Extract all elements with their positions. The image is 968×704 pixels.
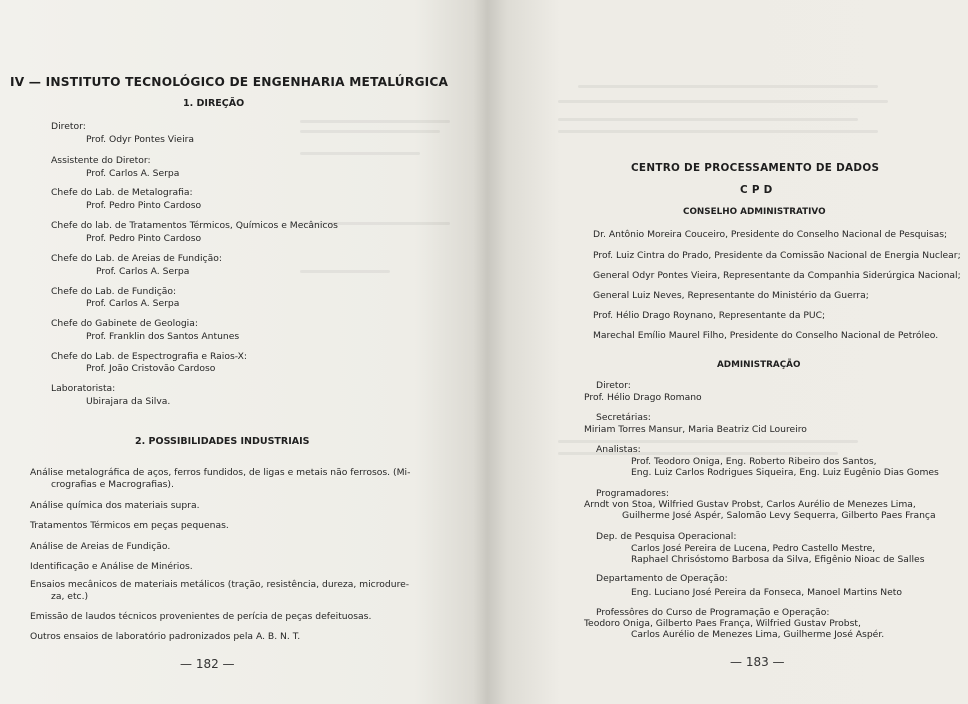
staff-role: Diretor:	[51, 121, 86, 132]
research-names: Raphael Chrisóstomo Barbosa da Silva, Efigênio Nioac de Salles	[631, 554, 925, 565]
council-member: General Luiz Neves, Representante do Ministério da Guerra;	[593, 290, 869, 301]
staff-name: Prof. Pedro Pinto Cardoso	[86, 233, 202, 244]
staff-name: Prof. Franklin dos Santos Antunes	[86, 331, 240, 342]
director-name: Prof. Hélio Drago Romano	[584, 392, 702, 403]
council-member: Prof. Luiz Cintra do Prado, Presidente da Comissão Nacional de Energia Nuclear;	[593, 250, 961, 261]
staff-name: Prof. João Cristovão Cardoso	[86, 363, 216, 374]
service-item: Análise química dos materiais supra.	[30, 500, 200, 511]
staff-role: Chefe do Gabinete de Geologia:	[51, 318, 198, 329]
programmers-label: Programadores:	[596, 488, 669, 499]
page-number: — 182 —	[180, 657, 235, 671]
service-item: Identificação e Análise de Minérios.	[30, 561, 193, 572]
service-item: Análise metalográfica de aços, ferros fundidos, de ligas e metais não ferrosos. (Mi-	[30, 467, 411, 478]
analysts-names: Prof. Teodoro Oniga, Eng. Roberto Ribeiro dos Santos,	[631, 456, 877, 467]
chapter-title: IV — INSTITUTO TECNOLÓGICO DE ENGENHARIA METALÚRGICA	[10, 75, 449, 89]
staff-role: Chefe do Lab. de Fundição:	[51, 286, 177, 297]
section-direcao-title: 1. DIREÇÃO	[183, 98, 245, 109]
staff-name: Prof. Carlos A. Serpa	[86, 168, 180, 179]
research-label: Dep. de Pesquisa Operacional:	[596, 531, 737, 542]
council-member: Dr. Antônio Moreira Couceiro, Presidente do Conselho Nacional de Pesquisas;	[593, 229, 948, 240]
staff-name: Prof. Carlos A. Serpa	[96, 266, 190, 277]
admin-title: ADMINISTRAÇÃO	[717, 360, 801, 370]
right-page	[488, 0, 968, 704]
staff-role: Chefe do Lab. de Espectrografia e Raios-X:	[51, 351, 247, 362]
operations-names: Eng. Luciano José Pereira da Fonseca, Manoel Martins Neto	[631, 587, 902, 598]
service-item: Análise de Areias de Fundição.	[30, 541, 171, 552]
teachers-names: Teodoro Oniga, Gilberto Paes França, Wilfried Gustav Probst,	[584, 618, 861, 629]
director-label: Diretor:	[596, 380, 631, 391]
staff-name: Ubirajara da Silva.	[86, 396, 171, 407]
programmers-names: Arndt von Stoa, Wilfried Gustav Probst, Carlos Aurélio de Menezes Lima,	[584, 499, 916, 510]
analysts-label: Analistas:	[596, 444, 641, 455]
staff-role: Chefe do Lab. de Areias de Fundição:	[51, 253, 222, 264]
secretaries-names: Miriam Torres Mansur, Maria Beatriz Cid Loureiro	[584, 424, 807, 435]
service-item-continued: crografias e Macrografias).	[51, 479, 174, 490]
teachers-names: Carlos Aurélio de Menezes Lima, Guilherme José Aspér.	[631, 629, 885, 640]
service-item: Emissão de laudos técnicos provenientes de perícia de peças defeituosas.	[30, 611, 372, 622]
analysts-names: Eng. Luiz Carlos Rodrigues Siqueira, Eng. Luiz Eugênio Dias Gomes	[631, 467, 939, 478]
staff-role: Chefe do lab. de Tratamentos Térmicos, Químicos e Mecânicos	[51, 220, 338, 231]
service-item: Tratamentos Térmicos em peças pequenas.	[30, 520, 229, 531]
staff-name: Prof. Odyr Pontes Vieira	[86, 134, 195, 145]
teachers-label: Professôres do Curso de Programação e Operação:	[596, 607, 830, 618]
staff-name: Prof. Carlos A. Serpa	[86, 298, 180, 309]
cpd-title: CENTRO DE PROCESSAMENTO DE DADOS	[631, 162, 880, 174]
service-item-continued: za, etc.)	[51, 591, 89, 602]
council-member: Marechal Emílio Maurel Filho, Presidente do Conselho Nacional de Petróleo.	[593, 330, 939, 341]
staff-role: Laboratorista:	[51, 383, 116, 394]
programmers-names: Guilherme José Aspér, Salomão Levy Sequerra, Gilberto Paes França	[622, 510, 936, 521]
staff-role: Assistente do Diretor:	[51, 155, 151, 166]
section-possibilidades-title: 2. POSSIBILIDADES INDUSTRIAIS	[135, 436, 310, 447]
service-item: Ensaios mecânicos de materiais metálicos (tração, resistência, dureza, microdure-	[30, 579, 410, 590]
secretaries-label: Secretárias:	[596, 412, 651, 423]
page-number: — 183 —	[730, 655, 785, 669]
council-member: General Odyr Pontes Vieira, Representante da Companhia Siderúrgica Nacional;	[593, 270, 961, 281]
service-item: Outros ensaios de laboratório padronizados pela A. B. N. T.	[30, 631, 301, 642]
research-names: Carlos José Pereira de Lucena, Pedro Castello Mestre,	[631, 543, 876, 554]
council-member: Prof. Hélio Drago Roynano, Representante da PUC;	[593, 310, 826, 321]
staff-role: Chefe do Lab. de Metalografia:	[51, 187, 193, 198]
staff-name: Prof. Pedro Pinto Cardoso	[86, 200, 202, 211]
council-title: CONSELHO ADMINISTRATIVO	[683, 207, 826, 217]
cpd-acronym: C P D	[740, 184, 773, 196]
operations-label: Departamento de Operação:	[596, 573, 728, 584]
